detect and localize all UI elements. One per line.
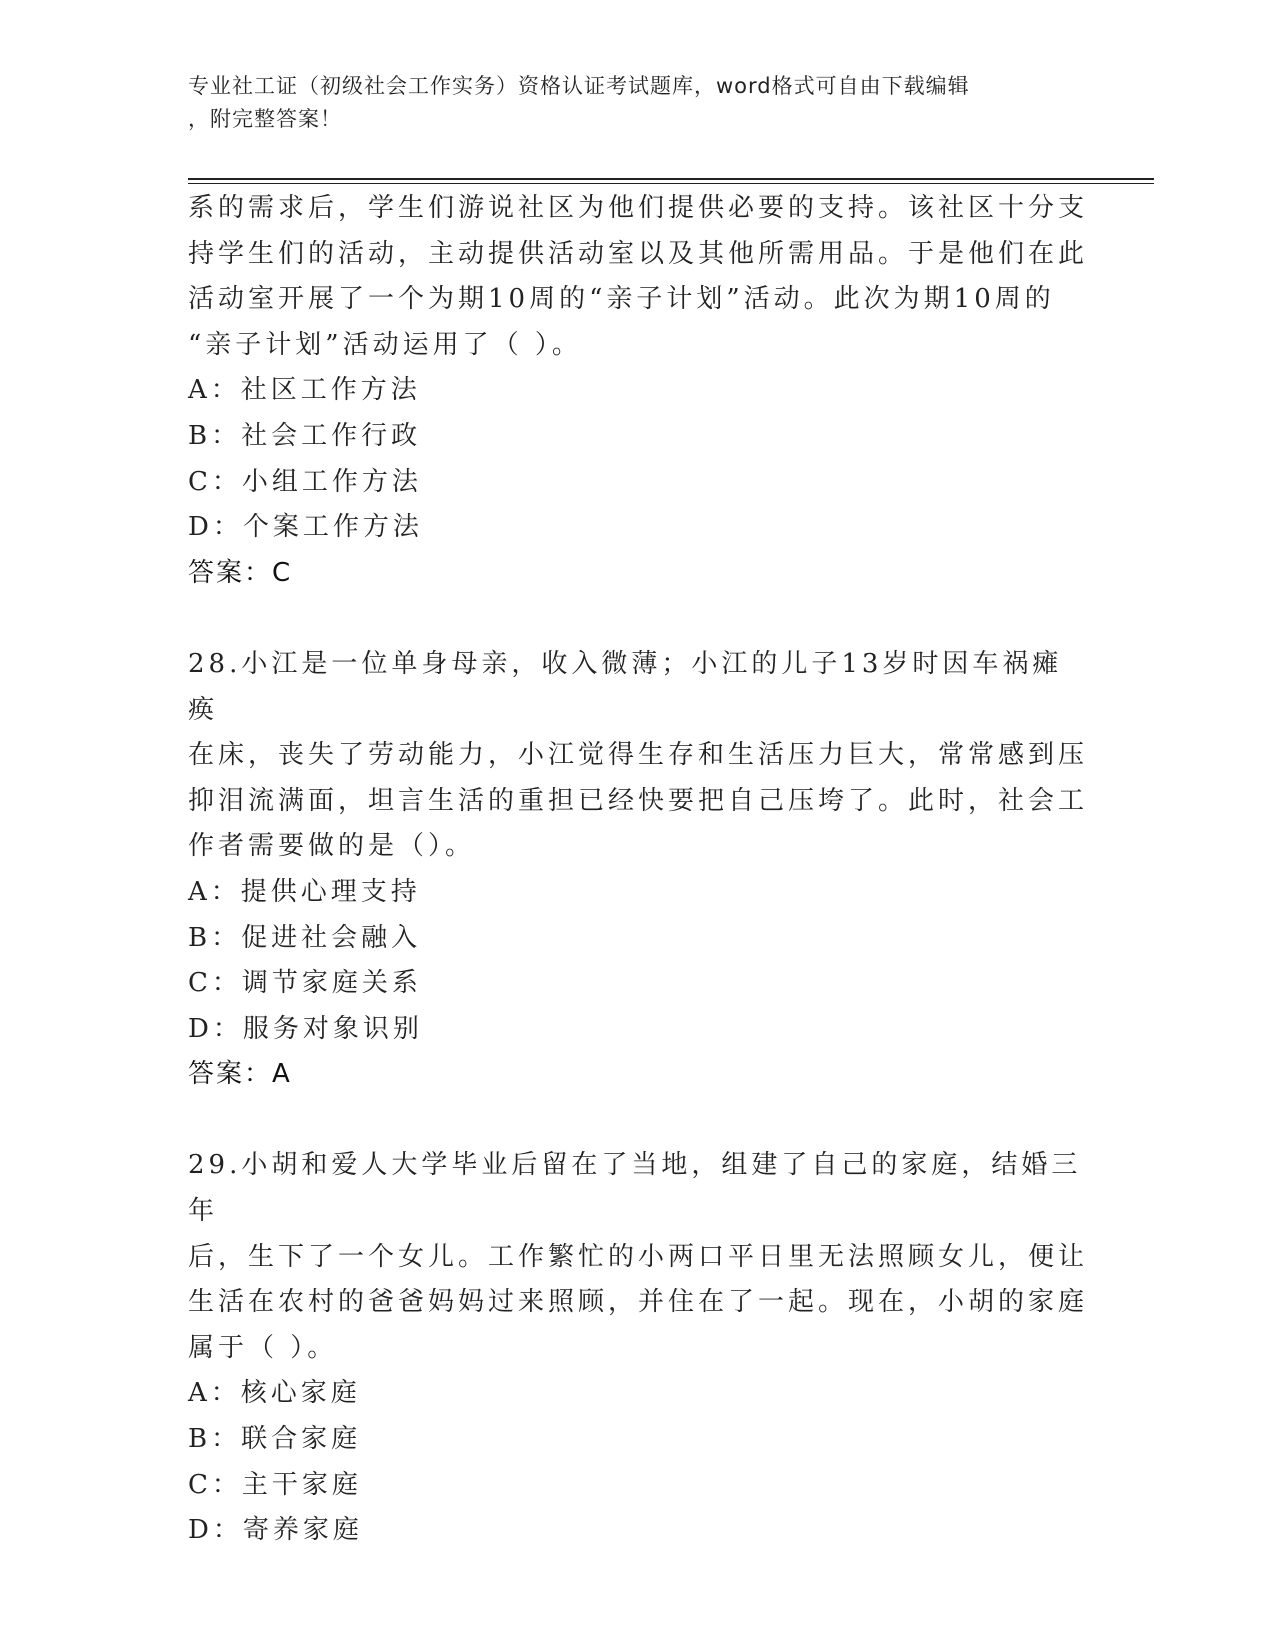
header-rule-thick [188, 178, 1154, 180]
option-d: D：个案工作方法 [188, 512, 423, 543]
option-a: A：核心家庭 [188, 1378, 361, 1409]
question-text-line: 系的需求后，学生们游说社区为他们提供必要的支持。该社区十分支 [188, 193, 1089, 223]
header-line-1: 专业社工证（初级社会工作实务）资格认证考试题库，word格式可自由下载编辑 [188, 74, 970, 98]
question-29 [188, 1143, 1088, 1553]
question-text-line: 在床，丧失了劳动能力，小江觉得生存和生活压力巨大，常常感到压 [188, 740, 1089, 771]
option-d: D：服务对象识别 [188, 1013, 423, 1044]
option-d: D：寄养家庭 [188, 1515, 363, 1546]
header-line-2: ，附完整答案！ [188, 107, 342, 131]
option-c: C：小组工作方法 [188, 466, 422, 497]
question-text-line: 属于（ ）。 [188, 1332, 338, 1363]
question-text-line: “亲子计划”活动运用了（ ）。 [188, 329, 582, 360]
option-a: A：社区工作方法 [188, 375, 421, 406]
option-a: A：提供心理支持 [188, 876, 421, 907]
option-c: C：调节家庭关系 [188, 968, 422, 999]
question-spacer [188, 1098, 1088, 1144]
header-rule-thin [188, 183, 1154, 184]
option-b: B：联合家庭 [188, 1424, 362, 1455]
answer-line: 答案：C [188, 557, 293, 588]
document-header [188, 70, 1078, 136]
question-text-line: 持学生们的活动，主动提供活动室以及其他所需用品。于是他们在此 [188, 238, 1089, 269]
question-text-line: 28.小江是一位单身母亲，收入微薄；小江的儿子13岁时因车祸瘫痪 [188, 648, 1063, 725]
question-text-line: 活动室开展了一个为期10周的“亲子计划”活动。此次为期10周的 [188, 284, 1055, 315]
question-text-line: 后，生下了一个女儿。工作繁忙的小两口平日里无法照顾女儿，便让 [188, 1241, 1089, 1272]
option-c: C：主干家庭 [188, 1469, 362, 1500]
option-b: B：社会工作行政 [188, 420, 422, 451]
question-28 [188, 642, 1088, 1098]
answer-line: 答案：A [188, 1059, 292, 1090]
question-27-continued [188, 186, 1088, 596]
question-text-line: 生活在农村的爸爸妈妈过来照顾，并住在了一起。现在，小胡的家庭 [188, 1287, 1089, 1318]
question-text-line: 29.小胡和爱人大学毕业后留在了当地，组建了自己的家庭，结婚三年 [188, 1150, 1082, 1227]
option-b: B：促进社会融入 [188, 922, 422, 953]
question-text-line: 抑泪流满面，坦言生活的重担已经快要把自己压垮了。此时，社会工 [188, 785, 1089, 816]
question-text-line: 作者需要做的是（）。 [188, 831, 476, 862]
question-spacer [188, 596, 1088, 642]
question-content [188, 186, 1088, 1554]
